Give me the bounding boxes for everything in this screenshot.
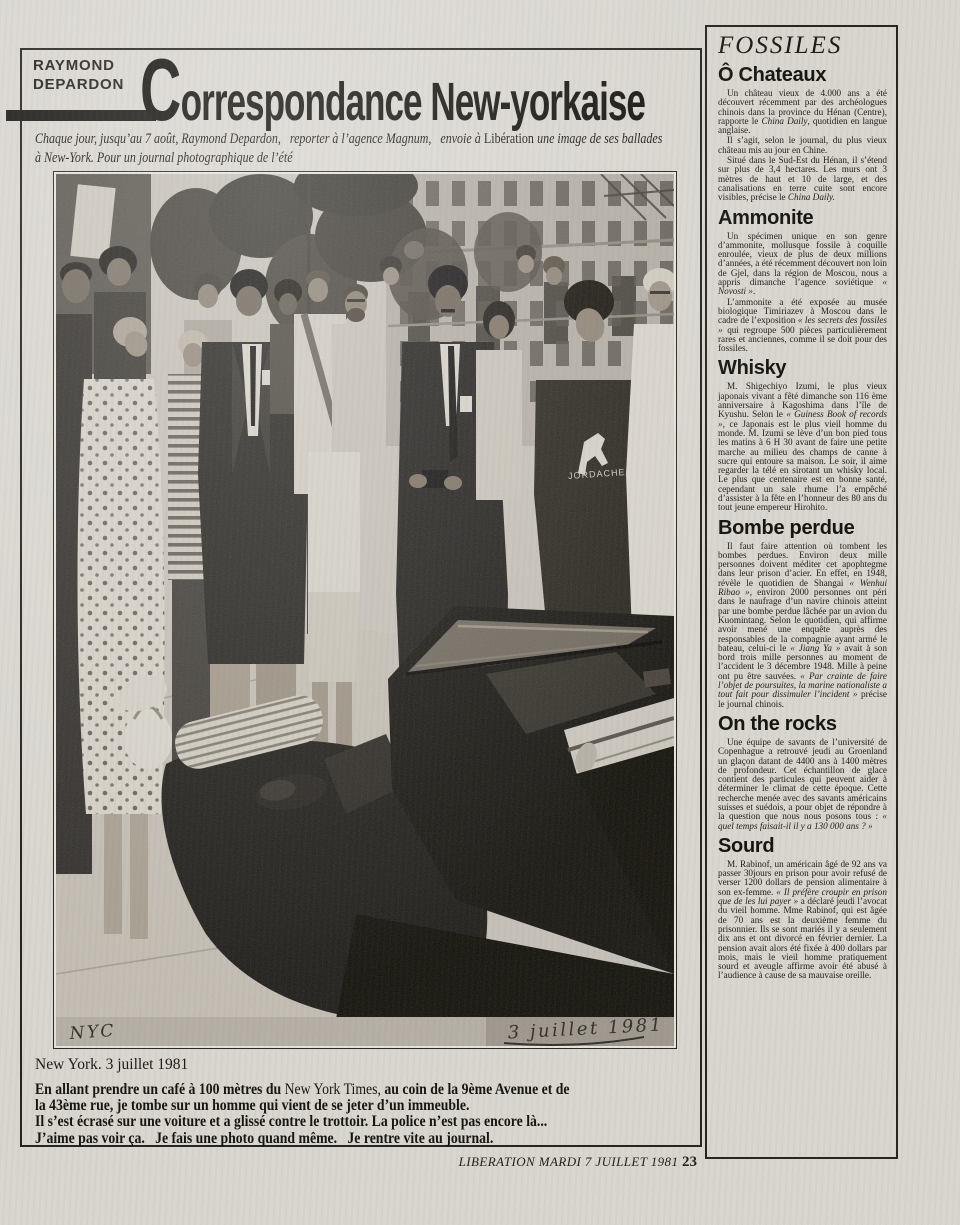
text-run: China Daily [761,115,808,126]
intro-line [35,149,662,168]
sidebar-section-heading: Sourd [718,834,775,857]
text-run: M. Shigechiyo Izumi, le plus vieux japonais vivant a fêté dimanche son 116 ème anniversaire à Kagoshima dans l’île de Kyushu. Selon le [718,381,887,420]
text-run: . [752,286,756,297]
text-run: Chaque jour, jusqu’au 7 août, Raymond Depardon, reporter à l’agence Magnum, envoie à [35,131,481,147]
text-run: « Par crainte de faire l’objet de poursuites, la marine nationaliste a tout fait pour dissimuler l’incident » [718,670,887,700]
title-underline-bar [6,110,156,121]
page-footer [0,1154,697,1171]
fossiles-title: FOSSILES [718,32,843,59]
sidebar-paragraph [718,156,887,202]
text-run: « Novosti » [718,277,887,297]
text-run: « Guiness Book of records » [718,409,887,429]
text-run: M. Rabinof, un américain âgé de 92 ans va passer 30jours en prison pour avoir refusé de verser 1200 dollars de pension alimentaire à son ex-femme. [718,858,887,897]
sidebar-paragraph [718,738,887,831]
text-run: J’aime pas voir ça. Je fais une photo quand même. Je rentre vite au journal. [35,1129,494,1147]
title-rest: orrespondance New-yorkaise [180,72,645,132]
fossiles-column [705,25,898,1159]
photo-grain-overlay [56,174,674,1046]
sidebar-section-heading: Bombe perdue [718,516,855,539]
intro-text [35,130,662,168]
byline-line2: DEPARDON [33,76,125,93]
text-run: Il s’agit, selon le journal, du plus vieux château mis au jour en Chine. [718,135,887,155]
text-run: a déclaré jeudi l’avocat du vieil homme. Mme Rabinof, qui est âgée de 70 ans est la deuxième femme du prisonnier. Ils se sont mariés il y a seulement dix ans et ont divorcé en février dernier. La pension avait alors été fixée à 400 dollars par mois, mais le vieil homme pratiquement sourd et aveugle affirme avoir été abusé à l’audience à cause de sa mauvaise oreille. [718,896,887,981]
byline [33,56,124,94]
text-run: , ce Japonais est le plus vieil homme du monde. M. Izumi se lève d’un bon pied tous les matins à 6 H 30 avant de faire une petite marche au milieu des champs de canne à sucre qui entoure sa maison. Le soir, il aime regarder la télé en sirotant un whisky local. Le plus que centenaire est en bonne santé, cependant un sale rhume l’a empêché d’assister à la fête en l’honneur des 80 ans du tout jeune empereur Hirohito. [718,418,887,513]
text-run: qui regroupe 500 pièces particulièrement rares et anciennes, comme il se doit pour des fossiles. [718,324,887,354]
text-run: « quel temps faisait-il il y a 130 000 ans ? » [718,811,887,831]
byline-line1: RAYMOND [33,57,115,74]
text-run: au coin de la 9ème Avenue et de [380,1081,570,1098]
text-run: China Daily. [787,192,835,203]
text-run: avait à son bord trois mille personnes au moment de l’accident le 3 décembre 1948. Mille à peine ont pu être sauvées. [718,642,887,681]
text-run: une image de ses ballades [537,131,663,147]
text-run: « Wenhui Ribao » [718,577,887,598]
footer-page-number: 23 [682,1154,697,1170]
sidebar-section-heading: On the rocks [718,712,837,735]
text-run: Il faut faire attention où tombent les bombes perdues. Environ deux mille personnes doivent méditer cet apophtegme dans leur prison d’acier. En effet, en 1948, révèle le quotidien de Shangai [718,540,887,588]
article-line [35,1082,570,1098]
text-run: à New-York. Pour un journal photographique de l’été [35,150,293,166]
sidebar-section-heading: Whisky [718,357,787,380]
text-run: En allant prendre un café à 100 mètres du [35,1081,285,1098]
photo-frame [53,171,677,1049]
sidebar-paragraph [718,232,887,297]
text-run: Situé dans le Sud-Est du Hénan, il s’étend sur plus de 3,4 hectares. Les murs ont 3 mètres de haut et 10 de large, et des canalisations en terre cuite sont encore visibles, précise le [718,155,887,203]
text-run: Libération [483,131,534,147]
text-run: « les secrets des fossiles » [718,315,887,335]
title-initial: C [140,40,181,139]
street-scene-photo [56,174,674,1046]
text-run: « Jiang Ya » [790,642,841,653]
article-line [35,1131,570,1147]
article-line [35,1098,570,1114]
text-run: précise le journal chinois. [718,689,887,709]
text-run: Une équipe de savants de l’université de Copenhague a retrouvé jeudi au Groenland un glaçon datant de 4400 ans à 1400 mètres de profondeur. Cet échantillon de glace contient des particules qui peuvent aider à déterminer le climat de cette époque. Cette recherche menée avec des savants américains suisses et suédois, a pour objet de répondre à la question que nous nous posons tous : [718,736,887,822]
text-run: L’ammonite a été exposée au musée biologique Timiriazev à Moscou dans le cadre de l’exposition [718,296,887,326]
text-run: , quotidien en langue anglaise. [718,115,887,136]
text-run: Un spécimen unique en son genre d’ammonite, mollusque fossile à coquille enroulée, vieux de plus de deux millions d’années, a été récemment découvert non loin de Gjel, dans la région de Moscou, nous a appris dimanche l’agence soviétique [718,230,887,288]
photo-caption: New York. 3 juillet 1981 [35,1056,189,1073]
fossiles-sections [718,65,887,981]
text-run: Il s’est écrasé sur une voiture et a glissé contre le trottoir. La police n’est pas encore là... [35,1113,548,1131]
sidebar-section-heading: Ammonite [718,206,814,229]
article-line [35,1114,570,1130]
text-run: New York Times, [284,1081,381,1098]
text-run: Un château vieux de 4.000 ans a été découvert récemment par des archéologues chinois dans la province du Hénan (Centre), rapporte le [718,88,887,126]
sidebar-paragraph [718,89,887,135]
sidebar-paragraph [718,298,887,354]
sidebar-paragraph [718,382,887,512]
text-run: la 43ème rue, je tombe sur un homme qui vient de se jeter d’un immeuble. [35,1097,470,1115]
text-run: , environ 2000 personnes ont péri dans le naufrage d’un navire chinois atteint par une bombe perdue lâchée par un avion du Kuomintang. Selon le quotidien, qui affirme avoir mené une enquête auprès des responsables de la compagnie ayant armé le bateau, celui-ci le [718,587,887,653]
sidebar-paragraph [718,136,887,155]
footer-journal-date: LIBERATION MARDI 7 JUILLET 1981 [458,1154,679,1169]
main-article-box [20,40,702,1147]
article-body-text [35,1082,570,1147]
sidebar-paragraph [718,542,887,709]
intro-line [35,130,662,149]
sidebar-paragraph [718,860,887,981]
sidebar-section-heading: Ô Chateaux [718,64,827,86]
text-run: « Il préfère croupir en prison que de les lui payer » [718,886,887,907]
